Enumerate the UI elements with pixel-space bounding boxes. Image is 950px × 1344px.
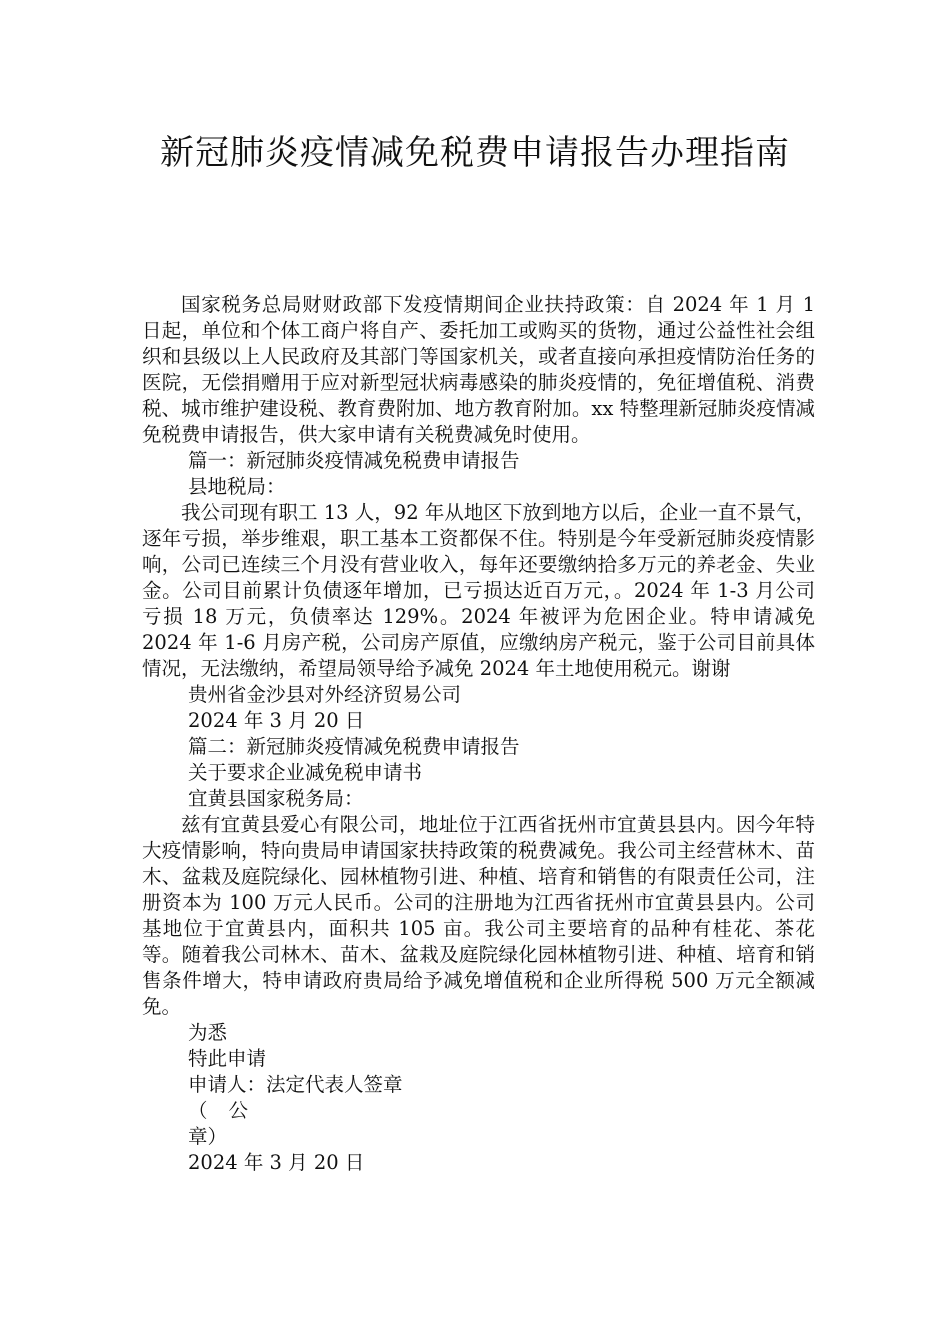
body-paragraph-2: 兹有宜黄县爱心有限公司，地址位于江西省抚州市宜黄县县内。因今年特大疫情影响，特向贵局申请国家扶持政策的税费减免。我公司主经营林木、苗木、盆栽及庭院绿化、园林植物引进、种植、培育和销售的有限责任公司，注册资本为 100 万元人民币。公司的注册地为江西省抚州市宜黄县县内。公司基地位于宜黄县内，面积共 105 亩。我公司主要培育的品种有桂花、茶花等。随着我公司林木、苗木、盆栽及庭院绿化园林植物引进、种植、培育和销售条件增大，特申请政府贵局给予减免增值税和企业所得税 500 万元全额减免。	[142, 813, 815, 1018]
closing-line: 为悉	[188, 1021, 228, 1044]
document-title: 新冠肺炎疫情减免税费申请报告办理指南	[160, 133, 790, 173]
intro-paragraph: 国家税务总局财财政部下发疫情期间企业扶持政策：自 2024 年 1 月 1 日起，单位和个体工商户将自产、委托加工或购买的货物，通过公益性社会组织和县级以上人民政府及其部门等国家机关，或者直接向承担疫情防治任务的医院，无偿捐赠用于应对新型冠状病毒感染的肺炎疫情的，免征增值税、消费税、城市维护建设税、教育费附加、地方教育附加。xx 特整理新冠肺炎疫情减免税费申请报告，供大家申请有关税费减免时使用。	[142, 293, 815, 446]
applicant-line: 申请人：法定代表人签章	[188, 1073, 403, 1096]
salutation-2: 宜黄县国家税务局：	[188, 787, 364, 810]
signature-company-1: 贵州省金沙县对外经济贸易公司	[188, 683, 462, 706]
seal-line: （公章）	[188, 1099, 248, 1148]
salutation-1: 县地税局：	[188, 475, 286, 498]
date-2: 2024 年 3 月 20 日	[188, 1151, 365, 1174]
body-paragraph-1: 我公司现有职工 13 人，92 年从地区下放到地方以后，企业一直不景气，逐年亏损，举步维艰，职工基本工资都保不住。特别是今年受新冠肺炎疫情影响，公司已连续三个月没有营业收入，每年还要缴纳拾多万元的养老金、失业金。公司目前累计负债逐年增加，已亏损达近百万元，。2024 年 1-3 月公司亏损 18 万元，负债率达 129%。2024 年被评为危困企业。特申请减免 2024 年 1-6 月房产税，公司房产原值，应缴纳房产税元，鉴于公司目前具体情况，无法缴纳，希望局领导给予减免 2024 年土地使用税元。谢谢	[142, 501, 815, 680]
request-line: 特此申请	[188, 1047, 267, 1070]
letter-title-2: 关于要求企业减免税申请书	[188, 761, 423, 784]
section-heading-2: 篇二：新冠肺炎疫情减免税费申请报告	[188, 735, 520, 758]
date-1: 2024 年 3 月 20 日	[188, 709, 365, 732]
document-body	[142, 292, 815, 1176]
section-heading-1: 篇一：新冠肺炎疫情减免税费申请报告	[188, 449, 520, 472]
